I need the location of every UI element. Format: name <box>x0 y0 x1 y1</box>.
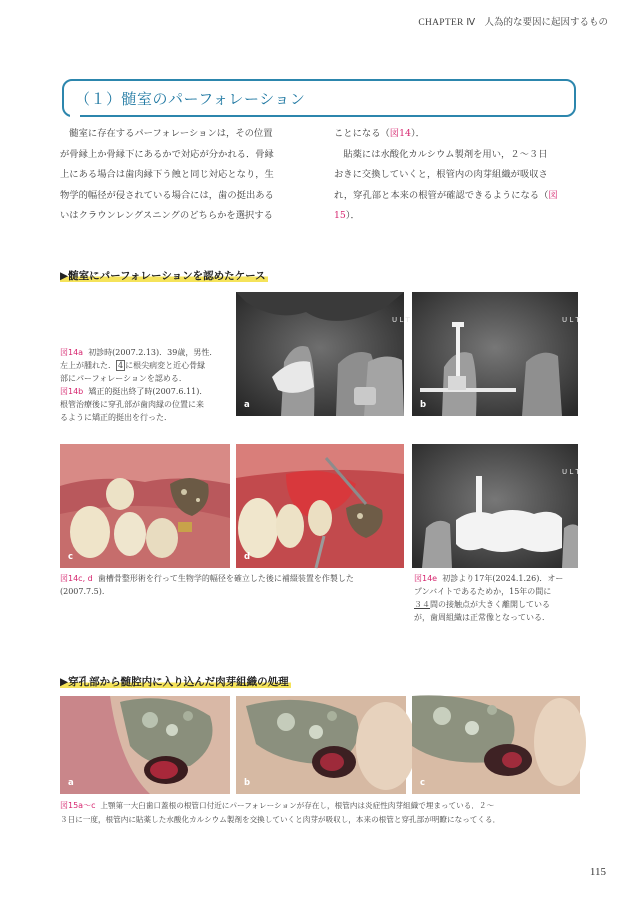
case2-heading: ▶穿孔部から髄腔内に入り込んだ肉芽組織の処理 <box>60 676 289 688</box>
photo-label: c <box>68 552 74 562</box>
intro-line: おきに交換していくと，根管内の肉芽組織が吸収さ <box>334 169 548 180</box>
photo-label: b <box>244 778 251 788</box>
intraoral-photo-14c <box>60 444 230 568</box>
figure-ref: 図14 <box>389 128 411 139</box>
page-number: 115 <box>589 866 606 878</box>
tooth-numbers: ３４ <box>414 600 430 609</box>
intro-line: 貼薬には水酸化カルシウム製剤を用い，２～３日 <box>334 148 548 160</box>
section-title: （１）髄室のパーフォレーション <box>75 90 306 108</box>
intro-line: が骨縁上か骨縁下にあるかで対応が分かれる．骨縁 <box>60 148 274 160</box>
intro-right-column <box>334 124 582 227</box>
clinical-photo-15b <box>236 696 406 794</box>
photo-label: a <box>68 778 74 788</box>
caption-15: 図15a〜c 上顎第一大臼歯口蓋根の根管口付近にパーフォレーションが存在し，根管内は炎症性肉芽組織で埋まっている．２〜 ３日に一度，根管内に貼薬した水酸化カルシウム製剤を交換していくと肉芽が吸収し，本来の根管と穿孔部が明瞭になってくる． <box>60 801 501 824</box>
chapter-label: CHAPTER Ⅳ <box>418 18 476 28</box>
figure-number: 図14a <box>60 348 84 357</box>
intro-line: れ，穿孔部と本来の根管が確認できるようになる（図 <box>334 189 558 201</box>
intro-line: いはクラウンレングスニングのどちらかを選択する <box>60 210 273 221</box>
running-header <box>418 14 608 28</box>
xray-marker: U L T <box>562 316 580 324</box>
clinical-photo-15c <box>412 696 580 794</box>
figure-ref: 図 <box>548 189 558 201</box>
caption-14ab: 図14a 初診時(2007.2.13)．39歳，男性． 左上が腫れた． 4 に根尖病変と近心骨縁 部にパーフォレーションを認める． 図14b 矯正的挺出終了時(2007.6.11)． 根管治療後に穿孔部が歯肉縁の位置に来 るように矯正的挺出を行った． <box>60 348 218 422</box>
clinical-photo-15a <box>60 696 230 794</box>
xray-photo-14e <box>412 444 578 568</box>
tooth-number: 4 <box>118 361 124 370</box>
figure-number: 図14b <box>60 387 84 396</box>
surgery-photo-14d <box>236 444 404 568</box>
figure-number: 図15a〜c <box>60 801 96 810</box>
caption-14cd: 図14c, d 歯槽骨整形術を行って生物学的幅径を確立した後に補綴装置を作製した (2007.7.5). <box>60 574 354 596</box>
case1-heading: ▶髄室にパーフォレーションを認めたケース <box>60 270 266 282</box>
caption-14e: 図14e 初診より17年(2024.1.26)．オー プンバイトであるためか，15年の間に ３４間の接触点が大きく離開している が，歯周組織は正常像となっている． <box>414 574 564 622</box>
chapter-title: 人為的な要因に起因するもの <box>484 17 608 28</box>
figure-number: 図14e <box>414 574 438 583</box>
section-box-notch <box>70 110 80 122</box>
photo-label: a <box>244 400 250 410</box>
intro-line: 物学的幅径が侵されている場合には，歯の挺出ある <box>60 189 274 201</box>
figure-number: 図14c, d <box>60 574 93 583</box>
intro-line: ことになる（図14）． <box>334 128 425 139</box>
intro-line: 15）． <box>334 210 360 221</box>
photo-label: b <box>420 400 427 410</box>
intro-line: 髄室に存在するパーフォレーションは，その位置 <box>69 128 273 139</box>
figure-ref: 15 <box>334 210 346 221</box>
xray-marker: U L T <box>562 468 580 476</box>
xray-photo-14a <box>236 292 410 416</box>
photo-label: c <box>420 778 426 788</box>
intro-left-column <box>60 124 308 227</box>
photo-label: d <box>244 552 251 562</box>
xray-photo-14b <box>412 292 578 416</box>
xray-marker: U L T <box>392 316 410 324</box>
intro-line: 上にある場合は歯肉縁下う蝕と同じ対応となり，生 <box>60 169 274 180</box>
